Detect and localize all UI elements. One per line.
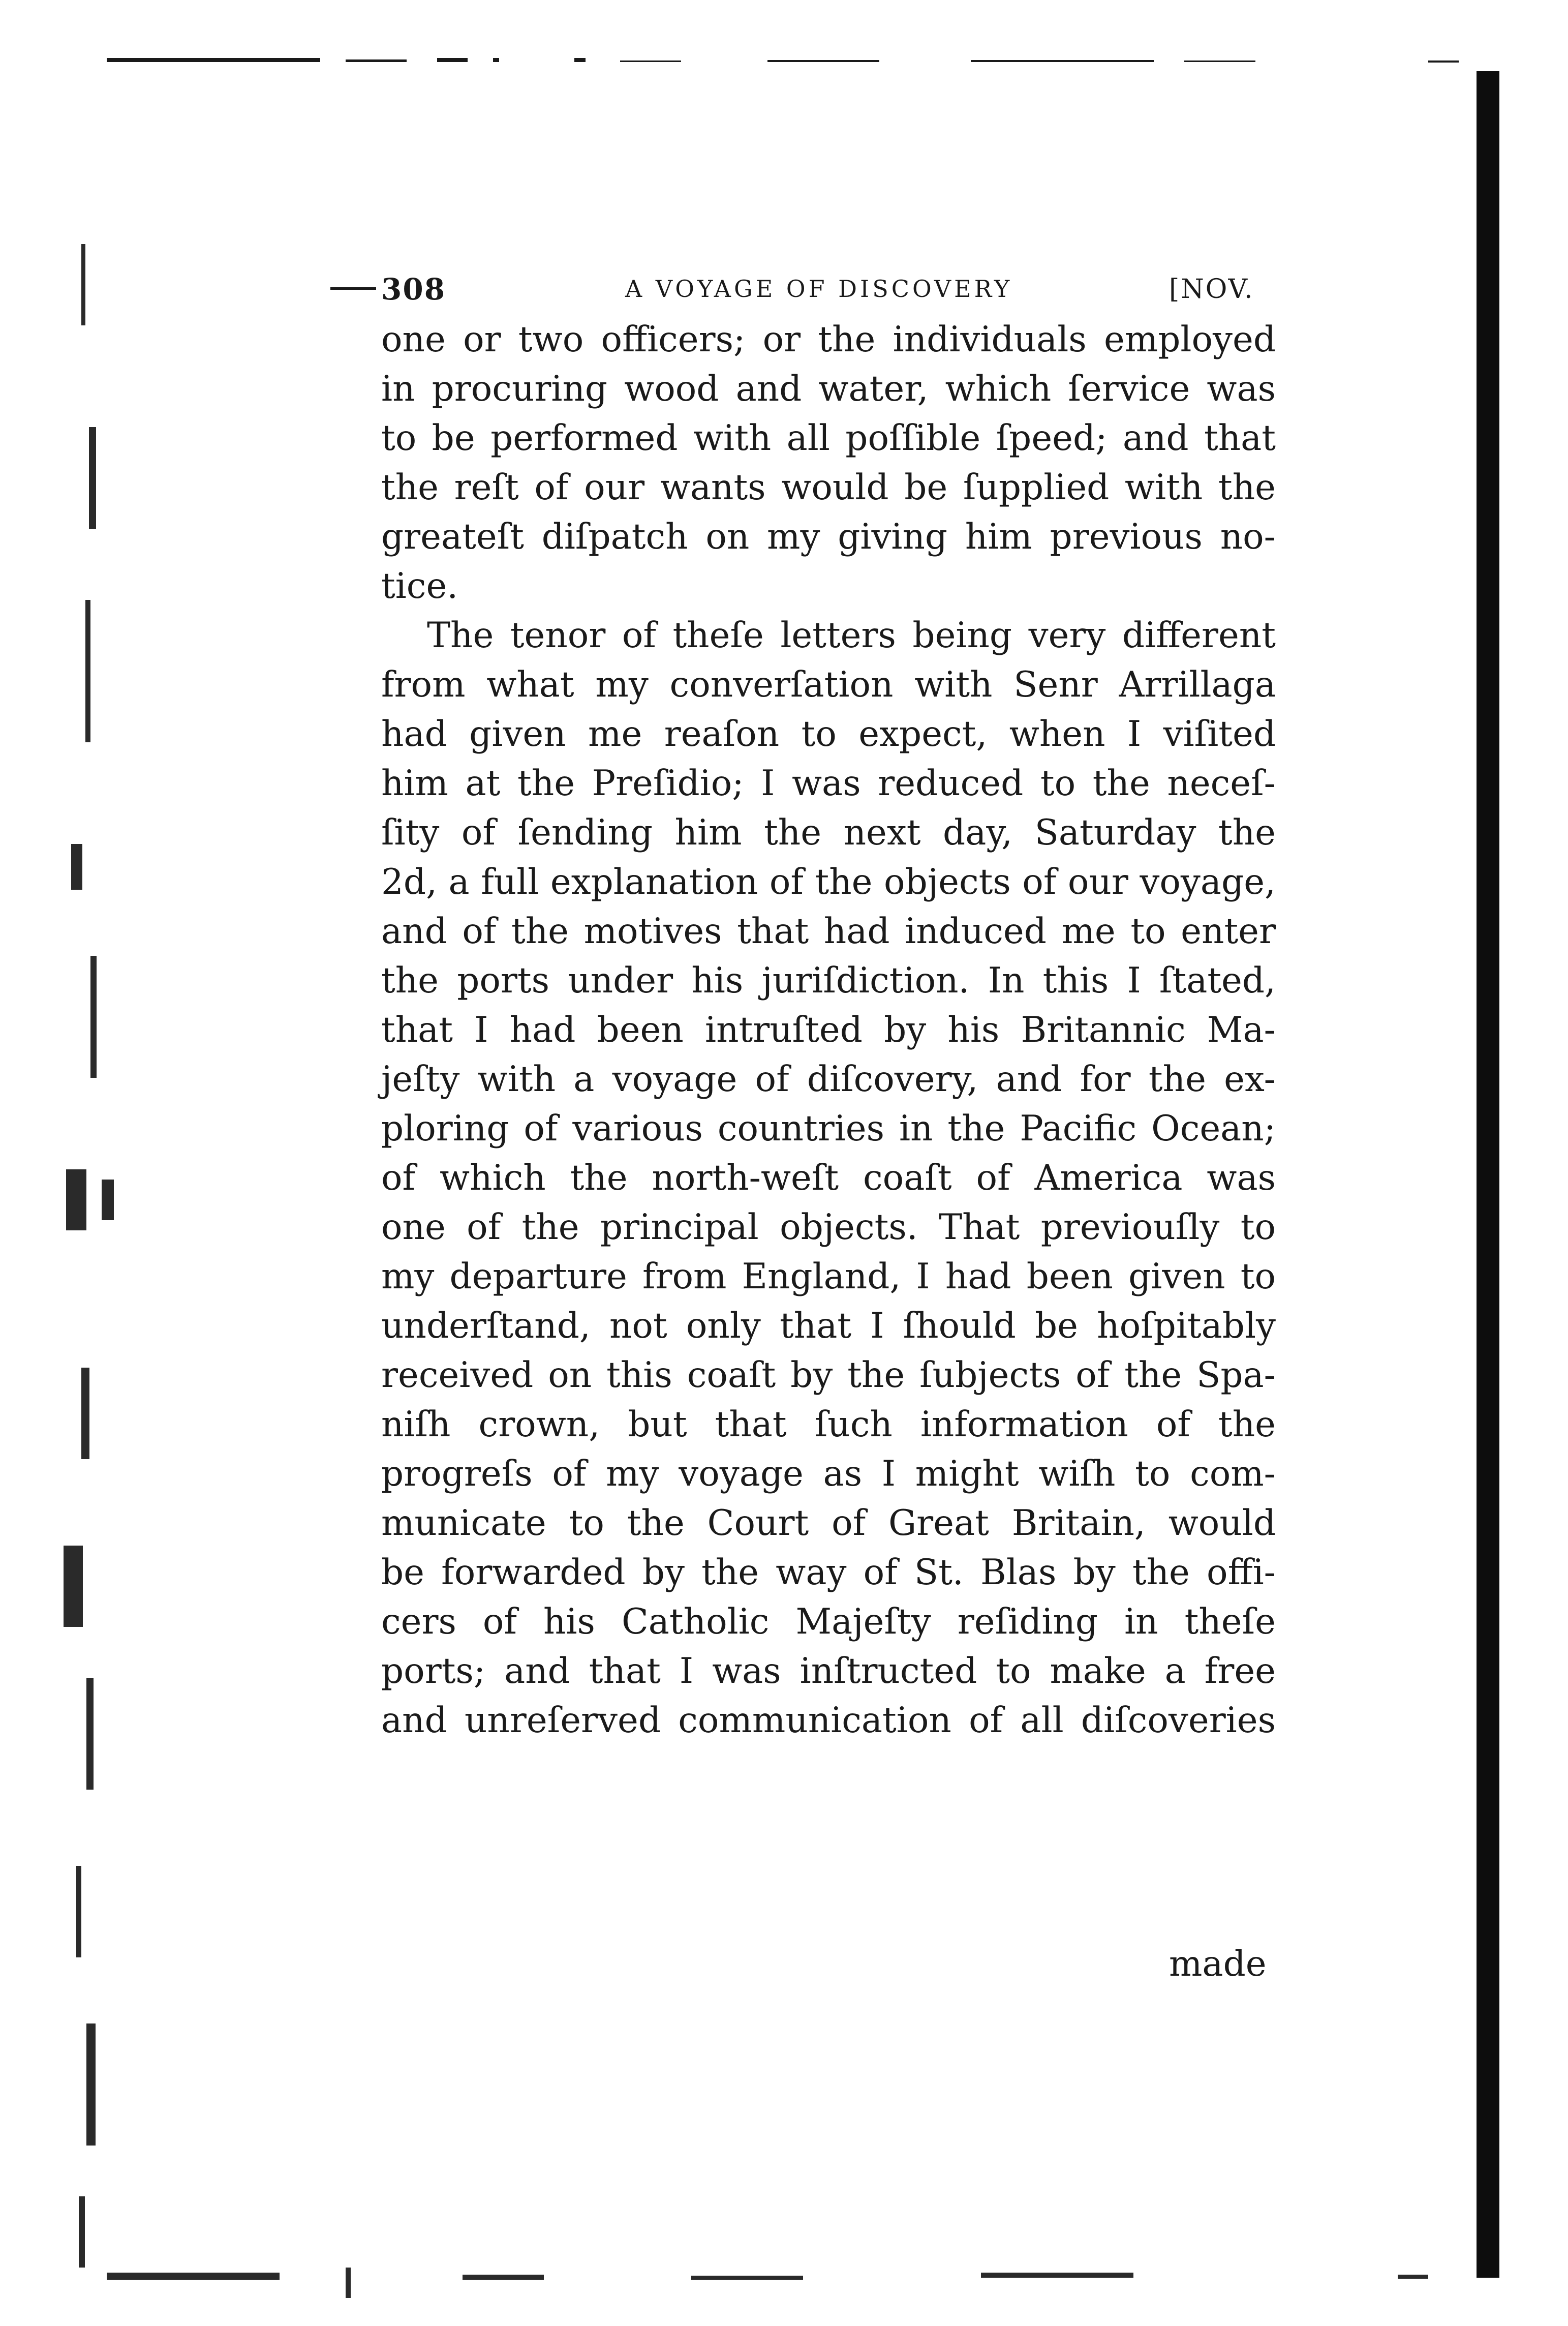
scan-mark xyxy=(574,58,586,62)
scan-mark xyxy=(493,58,499,62)
text-line: one of the principal objects. That previouſly to xyxy=(381,1207,1276,1248)
scan-mark xyxy=(981,2273,1133,2278)
paragraph-start: The tenor of theſe letters being very different xyxy=(427,615,1276,656)
text-line: one or two officers; or the individuals employed xyxy=(381,319,1276,360)
scan-mark xyxy=(691,2276,803,2280)
scan-edge-top xyxy=(107,55,1479,66)
scan-speck xyxy=(79,2196,85,2268)
folio-dash xyxy=(330,287,376,290)
text-line: had given me reaſon to expect, when I viſited xyxy=(381,714,1276,754)
scan-speck xyxy=(86,1678,94,1790)
text-line: tice. xyxy=(381,566,458,607)
scan-edge-bottom xyxy=(107,2252,1479,2313)
text-line: niſh crown, but that ſuch information of the xyxy=(381,1404,1276,1445)
text-line: greateſt diſpatch on my giving him previous no- xyxy=(381,517,1276,557)
scan-mark xyxy=(107,58,320,62)
scan-speck xyxy=(76,1866,81,1957)
scan-mark xyxy=(620,61,681,62)
text-line: ploring of various countries in the Pacific Ocean; xyxy=(381,1108,1276,1149)
scan-speck xyxy=(89,427,96,529)
page-edge-shadow xyxy=(1477,71,1499,2278)
body-text xyxy=(381,315,1276,2166)
text-line: and unreſerved communication of all diſcoveries xyxy=(381,1700,1276,1741)
text-line: 2d, a full explanation of the objects of our voyage, xyxy=(381,862,1276,902)
text-line: from what my converſation with Senr Arrillaga xyxy=(381,664,1276,705)
scan-speck xyxy=(71,844,82,890)
text-line: to be performed with all poſſible ſpeed; and that xyxy=(381,418,1276,459)
scan-mark xyxy=(971,60,1154,62)
text-line: jeſty with a voyage of diſcovery, and for the ex- xyxy=(381,1059,1276,1100)
scan-mark xyxy=(1398,2275,1428,2279)
scan-mark xyxy=(346,59,407,62)
page-number: 308 xyxy=(381,272,446,307)
binding-shadow xyxy=(25,214,127,2298)
text-line: be forwarded by the way of St. Blas by the offi- xyxy=(381,1552,1276,1593)
scan-mark xyxy=(346,2268,351,2298)
scan-mark xyxy=(107,2273,280,2280)
scan-speck xyxy=(66,1169,86,1230)
running-head: A VOYAGE OF DISCOVERY xyxy=(625,275,1013,303)
scan-speck xyxy=(81,1368,89,1459)
month-marker: [NOV. xyxy=(1169,274,1254,305)
text-line: him at the Preſidio; I was reduced to the neceſ- xyxy=(381,763,1276,804)
scan-speck xyxy=(86,2023,96,2146)
text-line: cers of his Catholic Majeſty reſiding in theſe xyxy=(381,1602,1276,1642)
text-line: ports; and that I was inſtructed to make a free xyxy=(381,1651,1276,1691)
scan-mark xyxy=(767,60,879,62)
scan-speck xyxy=(64,1546,83,1627)
scan-speck xyxy=(90,956,97,1078)
text-line: received on this coaſt by the ſubjects of the Spa- xyxy=(381,1355,1276,1396)
page-header xyxy=(351,272,1296,307)
text-line: and of the motives that had induced me to enter xyxy=(381,911,1276,952)
text-line: that I had been intruſted by his Britannic Ma- xyxy=(381,1010,1276,1050)
text-line: the reſt of our wants would be ſupplied with the xyxy=(381,467,1276,508)
scan-speck xyxy=(85,600,90,742)
scan-speck xyxy=(102,1180,114,1220)
text-line: municate to the Court of Great Britain, would xyxy=(381,1503,1276,1544)
text-line: ſity of ſending him the next day, Saturday the xyxy=(381,812,1276,853)
catchword: made xyxy=(1169,1944,1267,1984)
text-line: in procuring wood and water, which ſervice was xyxy=(381,369,1276,409)
scan-speck xyxy=(81,244,85,325)
text-line: my departure from England, I had been given to xyxy=(381,1256,1276,1297)
text-line: progreſs of my voyage as I might wiſh to com- xyxy=(381,1454,1276,1494)
scan-mark xyxy=(1428,61,1459,63)
text-line: the ports under his juriſdiction. In this I ſtated, xyxy=(381,960,1276,1001)
scan-mark xyxy=(437,58,468,62)
text-line: underſtand, not only that I ſhould be hoſpitably xyxy=(381,1306,1276,1346)
scan-mark xyxy=(463,2275,544,2280)
text-line: of which the north-weſt coaſt of America was xyxy=(381,1158,1276,1198)
scan-mark xyxy=(1184,61,1255,62)
